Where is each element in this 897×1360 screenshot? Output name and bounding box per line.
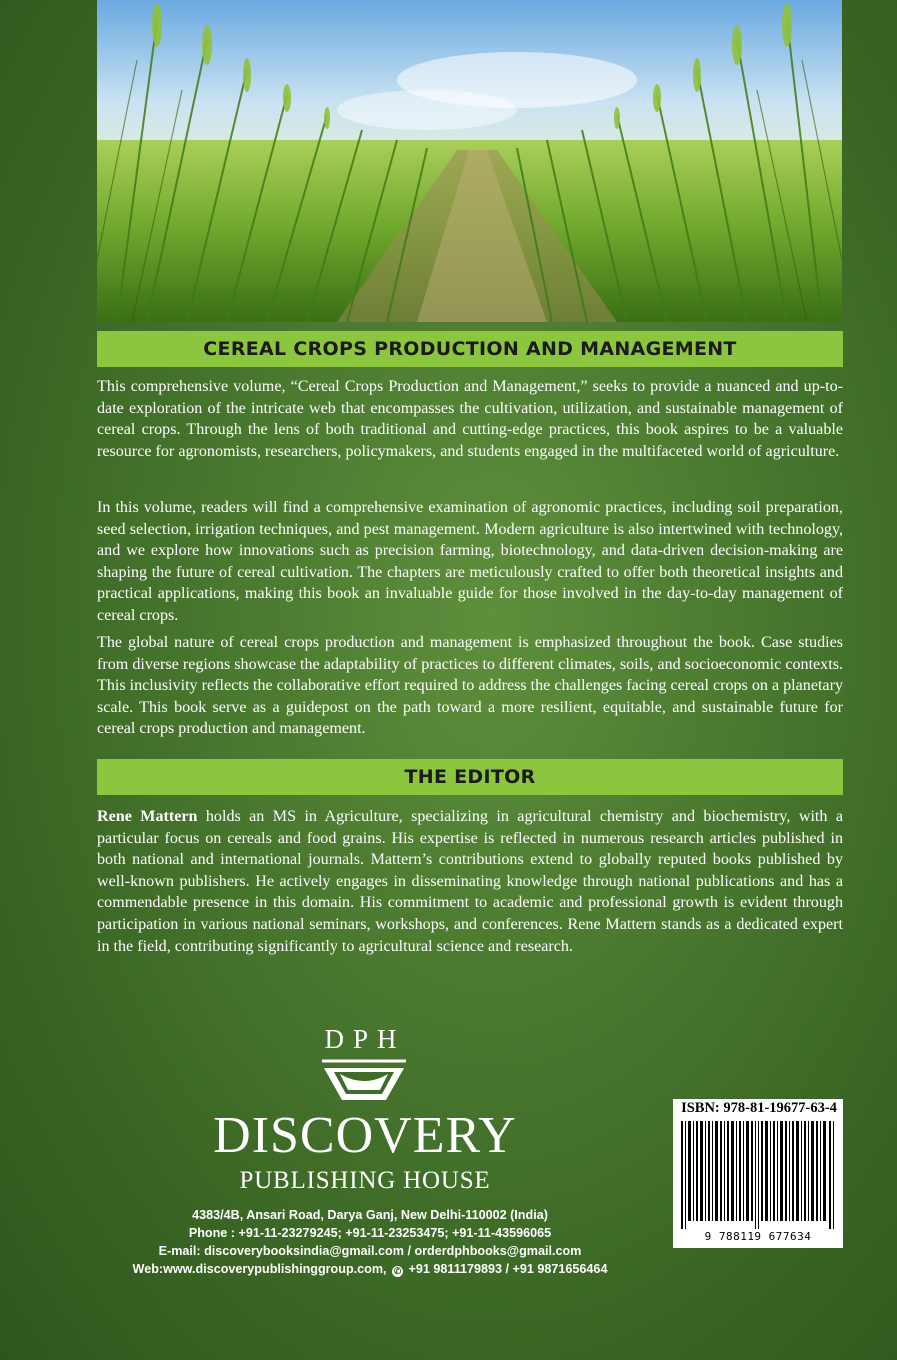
publisher-name: DISCOVERY [213,1107,517,1164]
description-paragraph-2: In this volume, readers will find a comprehensive examination of agronomic practices, including soil preparation, seed selection, irrigation techniques, and pest management. Modern agriculture is also intertwined with technology, and we explore how innovations such as precision farming, biotechnology, and data-driven decision-making are shaping the future of cereal cultivation. The chapters are meticulously crafted to offer both theoretical insights and practical applications, making this book an invaluable guide for those involved in the day-to-day management of cereal crops. [97,499,843,624]
publisher-web-line [120,1261,620,1277]
isbn-digits: 9 788119 677634 [704,1230,812,1243]
editor-bio [97,806,843,957]
cover-photo [97,0,842,322]
publisher-address: 4383/4B, Ansari Road, Darya Ganj, New Delhi-110002 (India) [192,1208,548,1222]
isbn-barcode-box [673,1099,843,1248]
section-title: CEREAL CROPS PRODUCTION AND MANAGEMENT [97,331,843,367]
publisher-email: E-mail: discoverybooksindia@gmail.com / orderdphbooks@gmail.com [158,1244,582,1258]
description-paragraph-3: The global nature of cereal crops production and management is emphasized throughout the book. Case studies from diverse regions showcase the adaptability of practices to different climates, soils, and socioeconomic contexts. This inclusivity reflects the collaborative effort required to address the challenges facing cereal crops on a planetary scale. This book serve as a guidepost on the path toward a more resilient, equitable, and sustainable future for cereal crops production and management. [97,634,843,738]
description-paragraph-1: This comprehensive volume, “Cereal Crops Production and Management,” seeks to provide a nuanced and up-to-date exploration of the intricate web that encompasses the cultivation, utilization, and sustainable management of cereal crops. Through the lens of both traditional and cutting-edge practices, this book aspires to be a valuable resource for agronomists, researchers, policymakers, and students engaged in the multifaceted world of agriculture. [97,378,843,460]
logo-letters: DPH [324,1024,406,1054]
publisher-whatsapp: +91 9811179893 / +91 9871656464 [408,1262,608,1276]
publisher-subtitle: PUBLISHING HOUSE [239,1167,491,1194]
editor-bio-text: holds an MS in Agriculture, specializing in agricultural chemistry and biochemistry, with a particular focus on cereals and food grains. His expertise is reflected in numerous research articles published in both national and international journals. Mattern’s contributions extend to globally reputed books published by well-known publishers. He actively engages in disseminating knowledge through national publications and has a commendable presence in this domain. His commitment to academic and professional growth is evident through participation in various national seminars, workshops, and conferences. Rene Mattern stands as a dedicated expert in the field, contributing significantly to agricultural science and research. [97,808,843,955]
editor-heading: THE EDITOR [97,759,843,795]
whatsapp-icon: ✆ [393,1266,402,1276]
dph-logo-icon [320,1028,408,1108]
wheat-field-image [97,0,842,322]
editor-name: Rene Mattern [97,808,198,825]
barcode-icon [679,1121,837,1229]
isbn-label: ISBN: 978-81-19677-63-4 [681,1100,837,1116]
publisher-web: Web:www.discoverypublishinggroup.com, [132,1262,387,1276]
publisher-phone: Phone : +91-11-23279245; +91-11-23253475; +91-11-43596065 [188,1226,552,1240]
